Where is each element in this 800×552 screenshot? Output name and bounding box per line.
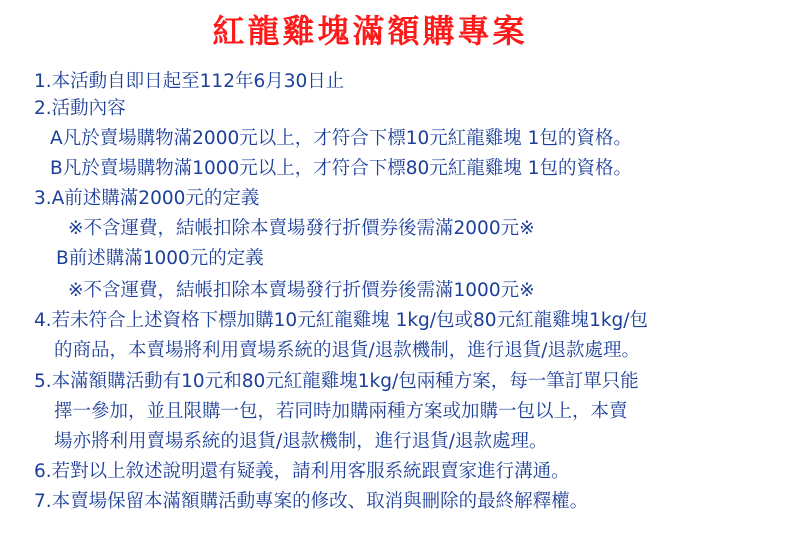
rule-2b: B凡於賣場購物滿1000元以上，才符合下標80元紅龍雞塊 1包的資格。	[50, 158, 632, 179]
rule-2-heading: 2.活動內容	[34, 98, 126, 119]
rule-3a-heading: 3.A前述購滿2000元的定義	[34, 188, 260, 209]
rule-2a: A凡於賣場購物滿2000元以上，才符合下標10元紅龍雞塊 1包的資格。	[50, 128, 632, 149]
rule-3b-heading: B前述購滿1000元的定義	[56, 248, 264, 269]
rule-4-line-2: 的商品，本賣場將利用賣場系統的退貨/退款機制，進行退貨/退款處理。	[54, 340, 640, 361]
rule-6: 6.若對以上敘述說明還有疑義，請利用客服系統跟賣家進行溝通。	[34, 461, 570, 482]
rule-5-line-1: 5.本滿額購活動有10元和80元紅龍雞塊1kg/包兩種方案，每一筆訂單只能	[34, 371, 639, 392]
rule-7: 7.本賣場保留本滿額購活動專案的修改、取消與刪除的最終解釋權。	[34, 491, 589, 512]
rule-3b-note: ※不含運費，結帳扣除本賣場發行折價券後需滿1000元※	[68, 280, 535, 301]
rule-5-line-2: 擇一參加，並且限購一包，若同時加購兩種方案或加購一包以上，本賣	[54, 401, 628, 422]
page-title: 紅龍雞塊滿額購專案	[212, 12, 528, 50]
rule-1: 1.本活動自即日起至112年6月30日止	[34, 71, 345, 92]
rule-4-line-1: 4.若未符合上述資格下標加購10元紅龍雞塊 1kg/包或80元紅龍雞塊1kg/包	[34, 310, 649, 331]
rule-5-line-3: 場亦將利用賣場系統的退貨/退款機制，進行退貨/退款處理。	[54, 431, 548, 452]
rule-3a-note: ※不含運費，結帳扣除本賣場發行折價券後需滿2000元※	[68, 218, 535, 239]
